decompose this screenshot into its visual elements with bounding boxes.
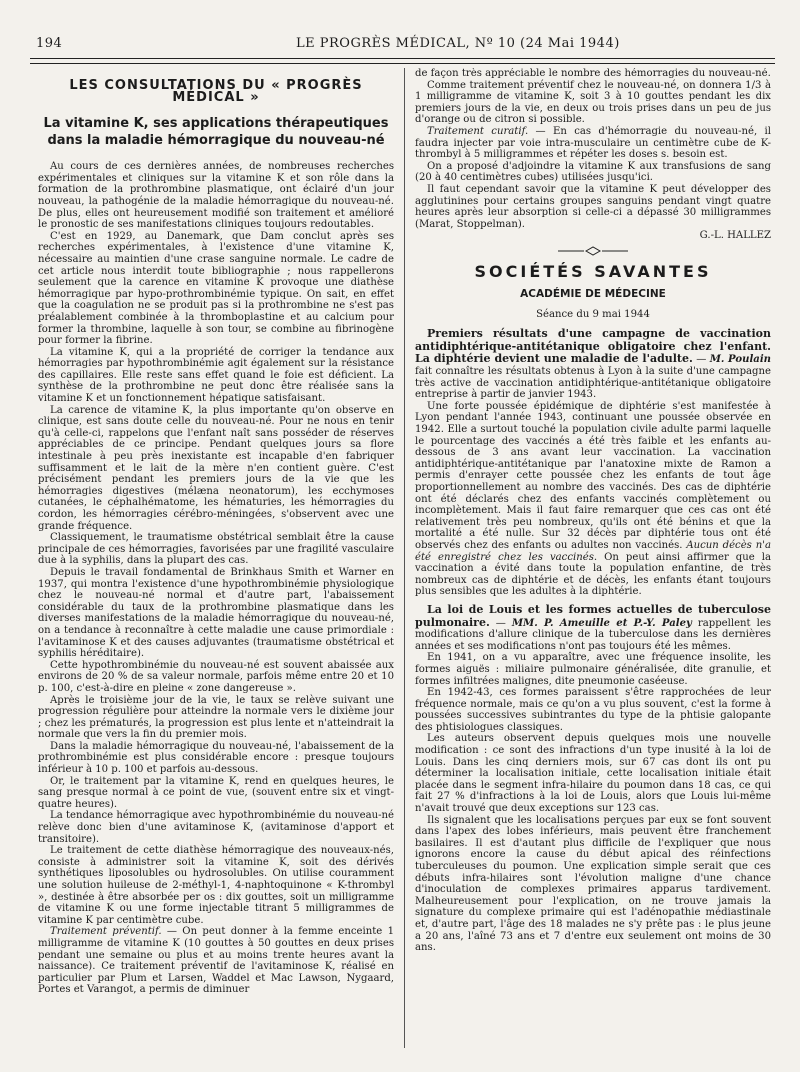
article-1-title: Premiers résultats d'une campagne de vaccination antidiphtérique-antitétanique obligatoire chez l'enfant. La diphtérie devient une maladie de l'adulte.: [415, 327, 771, 366]
societes-savantes-title: SOCIÉTÉS SAVANTES: [474, 261, 712, 281]
paragraph: Il faut cependant savoir que la vitamine K peut développer des agglutinines pour certains groupes sanguins pendant vingt quatre heures après leur absorption si celle-ci a dépassé 30 milligrammes (Marat, Stoppelman).: [415, 183, 771, 230]
paragraph-preventif: [38, 926, 394, 996]
paragraph: Dans la maladie hémorragique du nouveau-né, l'abaissement de la prothrombinémie est plus considérable encore : presque toujours inférieur à 10 p. 100 et parfois au-dessous.: [38, 740, 394, 776]
paragraph: La vitamine K, qui a la propriété de corriger la tendance aux hémorragies par hypothrombinémie agit également sur la résistance des capillaires. Elle reste sans effet quand le foie est déficient. La synthèse de la prothrombine ne peut donc être réalisée sans la vitamine K et un fonctionnement hépatique satisfaisant.: [38, 346, 394, 405]
article-1-lead: Premiers résultats d'une campagne de vaccination antidiphtérique-antitétanique obligatoire chez l'enfant. La diphtérie devient une maladie de l'adulte. — M. Poulain fait connaître les résultats obtenus à Lyon à la suite d'une campagne très active de vaccination antidiphtérique-antitétanique obligatoire entreprise à partir de janvier 1943.: [415, 327, 771, 401]
page-number: 194: [36, 36, 63, 51]
paragraph: Cette hypothrombinémie du nouveau-né est souvent abaissée aux environs de 20 % de sa valeur normale, parfois même entre 20 et 10 p. 100, c'est-à-dire en pleine « zone dangereuse ».: [38, 659, 394, 694]
article-title-line-2: dans la maladie hémorragique du nouveau-né: [47, 133, 385, 149]
paragraph: C'est en 1929, au Danemark, que Dam conclut après ses recherches expérimentales, à l'existence d'une vitamine K, nécessaire au maintien d'une crase sanguine normale. Le cadre de cet article nous interdit toute bibliographie ; nous rappellerons seulement que la carence en vitamine K provoque une diathèse hémorragique par hypo-prothrombinémie typique. On sait, en effet que la coagulation ne se produit pas si la prothrombine ne s'est pas préalablement combinée à la thromboplastine et au calcium pour former la thrombine, laquelle à son tour, se combine au fibrinogène pour former la fibrine.: [38, 230, 394, 347]
running-title: LE PROGRÈS MÉDICAL, Nº 10 (24 Mai 1944): [296, 36, 620, 51]
article-1-body: [415, 401, 771, 598]
paragraph: Or, le traitement par la vitamine K, rend en quelques heures, le sang presque normal à ce point de vue, (souvent entre six et vingt-quatre heures).: [38, 775, 394, 810]
paragraph: En 1942-43, ces formes paraissent s'être rapprochées de leur fréquence normale, mais ce qu'on a vu plus souvent, c'est la forme à poussées successives subintrantes du type de la phtisie galopante des phtisiologues classiques.: [415, 687, 771, 733]
paragraph: Classiquement, le traumatisme obstétrical semblait être la cause principale de ces hémorragies, favorisées par une fragilité vasculaire due à la syphilis, dans la plupart des cas.: [38, 532, 394, 567]
paragraph: Le traitement de cette diathèse hémorragique des nouveaux-nés, consiste à administrer soit la vitamine K, soit des dérivés synthétiques liposolubles ou hydrosolubles. On utilise couramment une solution huileuse de 2-méthyl-1, 4-naphtoquinone « K-thrombyl », destinée à être absorbée per os : dix gouttes, soit un milligramme de vitamine K ou une forme injectable titrant 5 milligrammes de vitamine K par centimètre cube.: [38, 845, 394, 926]
paragraph-curatif: [415, 126, 771, 161]
paragraph: Après le troisième jour de la vie, le taux se relève suivant une progression régulière pour atteindre la normale vers le dixième jour ; chez les prématurés, la progression est plus lente et n'atteindrait la normale que vers la fin du premier mois.: [38, 694, 394, 741]
article-2-title: La loi de Louis et les formes actuelles de tuberculose pulmonaire.: [415, 602, 771, 629]
ornament-icon: [558, 246, 628, 256]
article-1-author: M. Poulain: [709, 354, 771, 366]
paragraph: La carence de vitamine K, la plus importante qu'on observe en clinique, est sans doute celle du nouveau-né. Pour ne nous en tenir qu'à celle-ci, rappelons que l'enfant naît sans posséder de réserves appréciables de ce principe. Pendant quelques jours sa flore intestinale à peu près inexistante est incapable d'en fabriquer suffisamment et le lait de la mère n'en contient guère. C'est précisément pendant les premiers jours de la vie que les hémorragies digestives (mélæna neonatorum), les ecchymoses cutanées, le céphalhématome, les hématuries, les hémorragies du cordon, les hémorragies cérébro-méningées, s'observent avec une grande fréquence.: [38, 404, 394, 532]
article-1-body-text: Une forte poussée épidémique de diphtérie s'est manifestée à Lyon pendant l'année 1943, continuant une poussée observée en 1942. Elle a surtout touché la population civile adulte parmi laquelle le pourcentage des vaccinés a été très faible et les enfants au-dessous de 3 ans avant leur vaccination. La vaccination antidiphtérique-antitétanique par l'anatoxine mixte de Ramon a permis d'enrayer cette poussée chez les enfants de tout âge proportionnellement au nombre des vaccinés. Des cas de diphtérie ont été déclarés chez des enfants vaccinés complètement ou incomplètement. Mais il faut faire remarquer que ces cas ont été relativement très peu nombreux, qu'ils ont été bénins et que la mortalité a été nulle. Sur 32 décès par diphtérie tous ont été observés chez des enfants ou adultes non vaccinés.: [415, 400, 771, 551]
article-1-text: fait connaître les résultats obtenus à Lyon à la suite d'une campagne très active de vaccination antidiphtérique-antitétanique obligatoire entreprise à partir de janvier 1943.: [415, 366, 771, 401]
article-2-authors: MM. P. Ameuille et P.-Y. Paley: [511, 617, 692, 629]
article-2-text: rappellent les modifications d'allure clinique de la tuberculose dans les dernières années et ses modifications n'ont pas toujours été les mêmes.: [415, 617, 771, 652]
curatif-label: Traitement curatif.: [427, 125, 529, 137]
article-title: [38, 115, 394, 149]
preventif-text: — On peut donner à la femme enceinte 1 milligramme de vitamine K (10 gouttes à 50 gouttes en deux prises pendant une semaine ou plus et au moins trente heures avant la naissance). Ce traitement préventif de l'avitaminose K, réalisé en particulier par Plum et Larsen, Waddel et Mac Lawson, Nygaard, Portes et Varangot, a permis de diminuer: [38, 926, 394, 996]
preventif-label: Traitement préventif.: [50, 926, 162, 938]
paragraph: On a proposé d'adjoindre la vitamine K aux transfusions de sang (20 à 40 centimètres cubes) utilisées jusqu'ici.: [415, 160, 771, 184]
paragraph: En 1941, on a vu apparaître, avec une fréquence insolite, les formes aiguës : miliaire pulmonaire généralisée, dite granulie, et formes infiltrées malignes, dite pneumonie caséeuse.: [415, 652, 771, 687]
academie-heading: ACADÉMIE DE MÉDECINE: [520, 288, 666, 301]
author-signature: G.-L. HALLEZ: [699, 230, 771, 242]
paragraph: Ils signalent que les localisations perçues par eux se font souvent dans l'apex des lobes inférieurs, mais peuvent être franchement basilaires. Il est d'autant plus difficile de l'expliquer que nous ignorons encore la cause du début apical des réinfections tuberculeuses du poumon. Une explication simple serait que ces débuts infra-hilaires sont l'évolution maligne d'une chance d'inoculation de complexes primaires apparus tardivement. Malheureusement pour l'explication, on ne trouve jamais la signature du complexe primaire qui est l'adénopathie médiastinale et, d'autre part, l'âge des 18 malades ne s'y prête pas : le plus jeune a 20 ans, l'aîné 73 ans et 7 d'entre eux seulement ont moins de 30 ans.: [415, 814, 771, 954]
paragraph: Depuis le travail fondamental de Brinkhaus Smith et Warner en 1937, qui montra l'existence d'une hypothrombinémie physiologique chez le nouveau-né normal et d'autre part, l'abaissement considérable du taux de la prothrombine plasmatique dans les diverses manifestations de la maladie hémorragique du nouveau-né, on a tendance à reconnaître à cette maladie une cause primordiale : l'avitaminose K et des causes adjuvantes (traumatisme obstétrical et syphilis héréditaire).: [38, 566, 394, 660]
section-title: LES CONSULTATIONS DU « PROGRÈS MÉDICAL »: [69, 78, 363, 105]
left-column: [38, 68, 394, 996]
paragraph: de façon très appréciable le nombre des hémorragies du nouveau-né.: [415, 68, 771, 79]
separator-ornament: [415, 246, 771, 260]
article-1-italic: Aucun décès n'a été enregistré chez les vaccinés.: [415, 539, 771, 563]
right-column: [415, 68, 771, 954]
paragraph: La tendance hémorragique avec hypothrombinémie du nouveau-né relève donc bien d'une avitaminose K, (avitaminose d'apport et transitoire).: [38, 810, 394, 845]
header-rule-thick: [30, 58, 775, 59]
header-rule-thin: [30, 63, 775, 64]
paragraph: Au cours de ces dernières années, de nombreuses recherches expérimentales et cliniques sur la vitamine K et son rôle dans la formation de la prothrombine plasmatique, ont éclairé d'un jour nouveau, la pathogénie de la maladie hémorragique du nouveau-né. De plus, elles ont heureusement modifié son traitement et amélioré le pronostic de ses manifestations cliniques toujours redoutables.: [38, 161, 394, 231]
seance-date: Séance du 9 mai 1944: [536, 308, 650, 320]
article-1-body-end: On peut ainsi affirmer que la vaccination a évité dans toute la population enfantine, de très nombreux cas de diphtérie et de décès, les enfants étant toujours plus sensibles que les adultes à la diphtérie.: [415, 551, 771, 598]
article-title-line-1: La vitamine K, ses applications thérapeutiques: [43, 116, 389, 132]
running-header: [26, 36, 776, 52]
column-separator: [404, 68, 405, 1048]
paragraph: Comme traitement préventif chez le nouveau-né, on donnera 1/3 à 1 milligramme de vitamine K, soit 3 à 10 gouttes pendant les dix premiers jours de la vie, en deux ou trois prises dans un peu de jus d'orange ou de citron si possible.: [415, 79, 771, 126]
curatif-text: — En cas d'hémorragie du nouveau-né, il faudra injecter par voie intra-musculaire un centimètre cube de K-thrombyl à 5 milligrammes et répéter les doses s. besoin est.: [415, 125, 771, 161]
article-2-lead: La loi de Louis et les formes actuelles de tuberculose pulmonaire. — MM. P. Ameuille et P.-Y. Paley rappellent les modifications d'allure clinique de la tuberculose dans les dernières années et ses modifications n'ont pas toujours été les mêmes.: [415, 602, 771, 652]
paragraph: Les auteurs observent depuis quelques mois une nouvelle modification : ce sont des infractions d'un type inusité à la loi de Louis. Dans les cinq derniers mois, sur 67 cas dont ils ont pu déterminer la localisation initiale, cette localisation initiale était placée dans le segment infra-hilaire du poumon dans 18 cas, ce qui fait 27 % d'infractions à la loi de Louis, alors que Louis lui-même n'avait trouvé que deux exceptions sur 123 cas.: [415, 733, 771, 815]
